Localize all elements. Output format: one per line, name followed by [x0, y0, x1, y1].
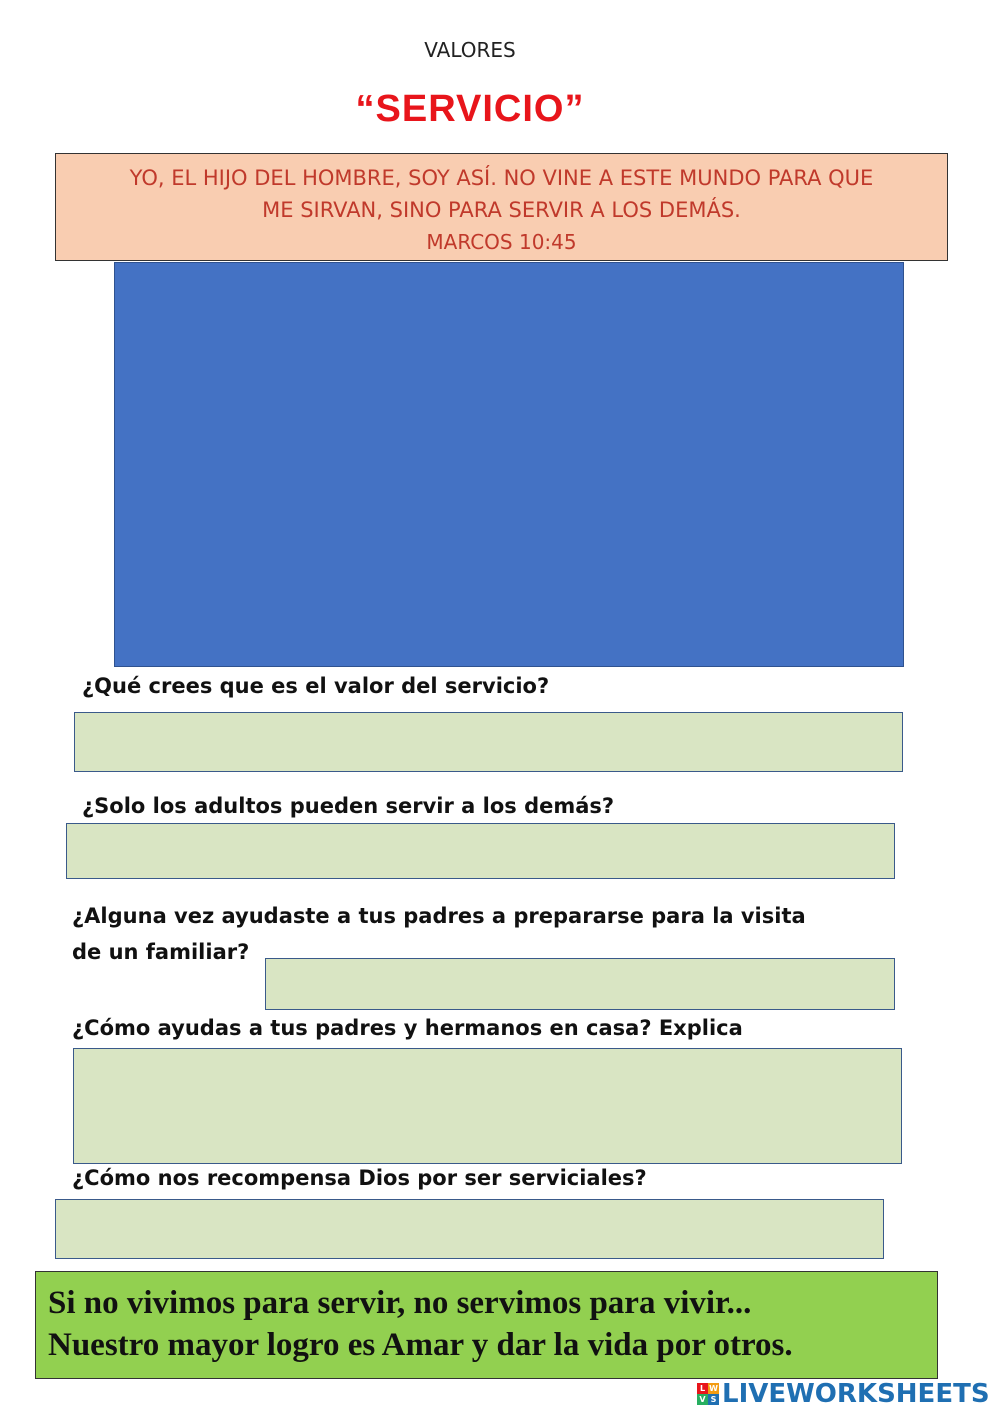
question-3-line-1: ¿Alguna vez ayudaste a tus padres a prepararse para la visita	[72, 904, 806, 928]
logo-tile-1: L	[697, 1383, 708, 1394]
image-placeholder	[114, 262, 904, 667]
liveworksheets-brand[interactable]	[697, 1378, 990, 1410]
logo-tile-4: S	[708, 1394, 719, 1405]
liveworksheets-wordmark: LIVEWORKSHEETS	[722, 1379, 990, 1409]
page-title: “SERVICIO”	[355, 88, 585, 130]
logo-tile-2: W	[709, 1384, 718, 1393]
answer-4-field[interactable]	[73, 1048, 902, 1164]
liveworksheets-logo-icon	[697, 1383, 719, 1405]
closing-line-1: Si no vivimos para servir, no servimos para vivir...	[48, 1285, 752, 1321]
bible-quote-box	[55, 153, 948, 261]
answer-2-field[interactable]	[66, 823, 895, 879]
header-label: VALORES	[424, 38, 516, 62]
logo-tile-3: V	[697, 1394, 708, 1405]
closing-message-box	[35, 1271, 938, 1379]
answer-3-field[interactable]	[265, 958, 895, 1010]
quote-line-1: YO, EL HIJO DEL HOMBRE, SOY ASÍ. NO VINE A ESTE MUNDO PARA QUE	[129, 166, 874, 190]
question-1-label: ¿Qué crees que es el valor del servicio?	[82, 674, 550, 698]
closing-line-2: Nuestro mayor logro es Amar y dar la vida por otros.	[48, 1327, 793, 1363]
question-4-label: ¿Cómo ayudas a tus padres y hermanos en casa? Explica	[72, 1016, 743, 1040]
question-5-label: ¿Cómo nos recompensa Dios por ser serviciales?	[72, 1166, 647, 1190]
answer-5-field[interactable]	[55, 1199, 884, 1259]
answer-1-field[interactable]	[74, 712, 903, 772]
quote-line-2: ME SIRVAN, SINO PARA SERVIR A LOS DEMÁS.	[262, 198, 741, 222]
question-3-line-2: de un familiar?	[72, 940, 250, 964]
quote-reference: MARCOS 10:45	[426, 230, 577, 254]
question-2-label: ¿Solo los adultos pueden servir a los demás?	[82, 794, 615, 818]
